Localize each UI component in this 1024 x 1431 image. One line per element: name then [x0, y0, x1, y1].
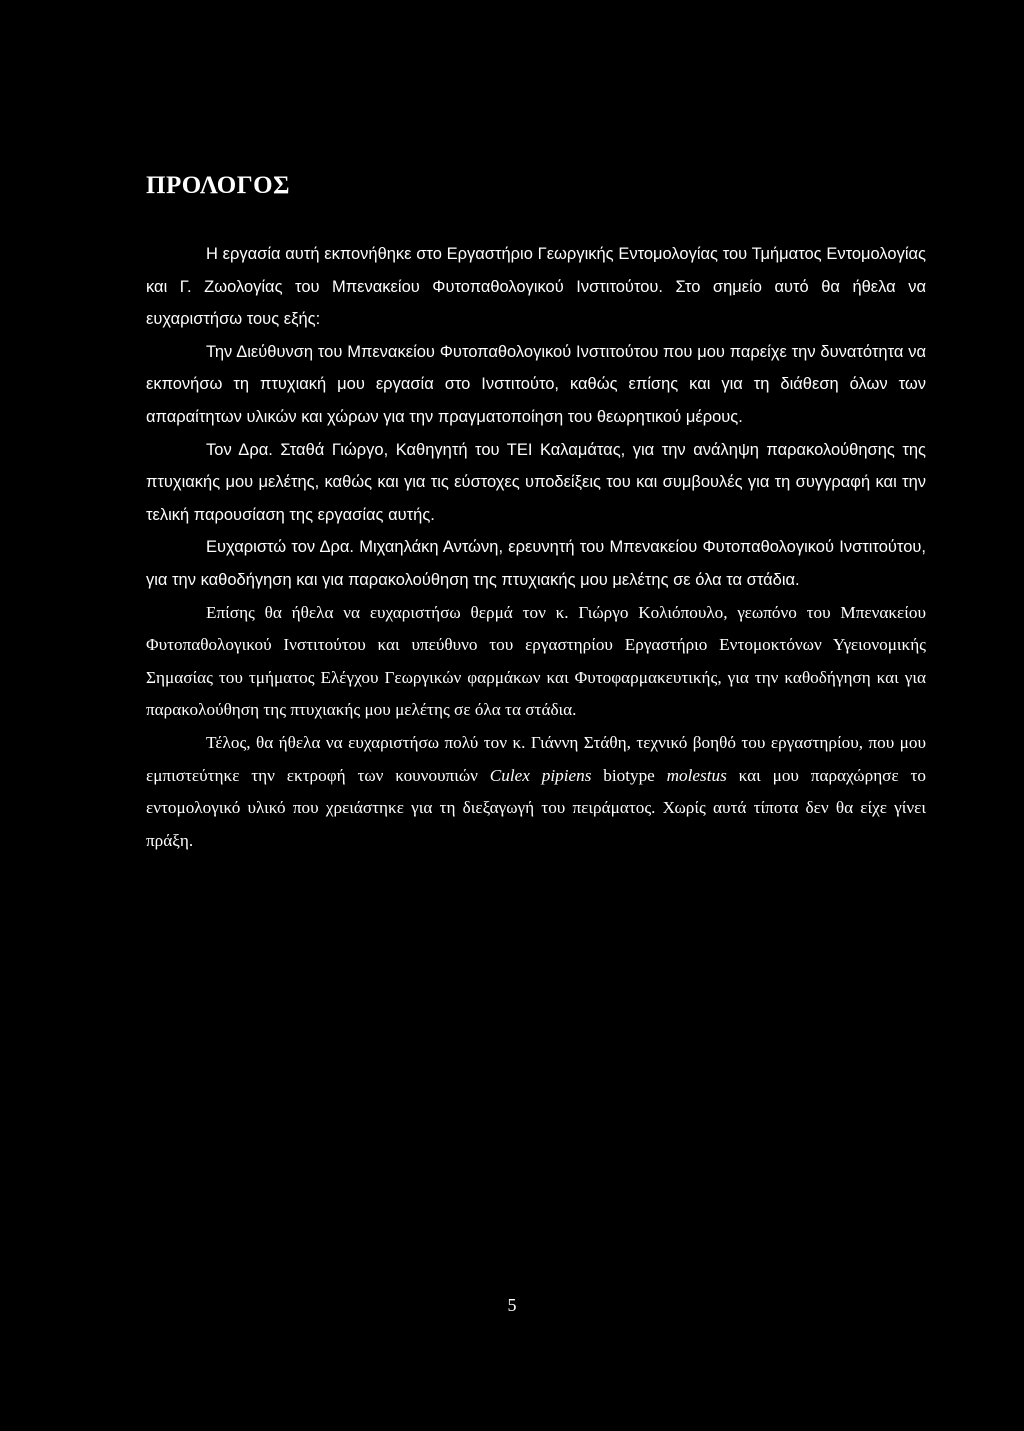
- paragraph-koliopoulos: Επίσης θα ήθελα να ευχαριστήσω θερμά τον κ. Γιώργο Κολιόπουλο, γεωπόνο του Μπενακείου Φυτοπαθολογικού Ινστιτούτου και υπεύθυνο του εργαστηρίου Εργαστήριο Εντομοκτόνων Υγειονομικής Σημασίας του τμήματος Ελέγχου Γεωργικών φαρμάκων και Φυτοφαρμακευτικής, για την καθοδήγηση και για παρακολούθηση της πτυχιακής μου μελέτης σε όλα τα στάδια.: [146, 602, 926, 720]
- paragraph-stathis-text-3: και μου παραχώρησε το εντομολογικό υλικό που χρειάστηκε για τη διεξαγωγή του πειράματος. Χωρίς αυτά τίποτα δεν θα είχε γίνει πράξη.: [146, 765, 927, 850]
- paragraph-stathas: Τον Δρα. Σταθά Γιώργο, Καθηγητή του ΤΕΙ Καλαμάτας, για την ανάληψη παρακολούθησης της πτυχιακής μου μελέτης, καθώς και για τις εύστοχες υποδείξεις του και συμβουλές για τη συγγραφή και την τελική παρουσίαση της εργασίας αυτής.: [146, 440, 926, 524]
- page-number: 5: [507, 1295, 517, 1315]
- paragraph-stathis: [146, 727, 926, 857]
- paragraph-michaelakis: Ευχαριστώ τον Δρα. Μιχαηλάκη Αντώνη, ερευνητή του Μπενακείου Φυτοπαθολογικού Ινστιτούτου, για την καθοδήγηση και για παρακολούθηση της πτυχιακής μου μελέτης σε όλα τα στάδια.: [146, 538, 926, 589]
- paragraph-intro: Η εργασία αυτή εκπονήθηκε στο Εργαστήριο Γεωργικής Εντομολογίας του Τμήματος Εντομολογίας και Γ. Ζωολογίας του Μπενακείου Φυτοπαθολογικού Ινστιτούτου. Στο σημείο αυτό θα ήθελα να ευχαριστήσω τους εξής:: [146, 245, 926, 329]
- species-name-culex: Culex pipiens: [489, 765, 592, 785]
- paragraph-stathis-text-1: Τέλος, θα ήθελα να ευχαριστήσω πολύ τον κ. Γιάννη Στάθη, τεχνικό βοηθό του εργαστηρίου, που μου εμπιστεύτηκε την εκτροφή των κουνουπιών: [146, 732, 926, 785]
- subspecies-name-molestus: molestus: [666, 765, 727, 785]
- body-text: [146, 238, 926, 857]
- paragraph-directorate: Την Διεύθυνση του Μπενακείου Φυτοπαθολογικού Ινστιτούτου που μου παρείχε την δυνατότητα να εκπονήσω τη πτυχιακή μου εργασία στο Ινστιτούτο, καθώς επίσης και για τη διάθεση όλων των απαραίτητων υλικών και χώρων για την πραγματοποίηση του θεωρητικού μέρους.: [146, 342, 926, 426]
- paragraph-stathis-text-2: biotype: [603, 765, 655, 785]
- page-title: ΠΡΟΛΟΓΟΣ: [146, 172, 290, 199]
